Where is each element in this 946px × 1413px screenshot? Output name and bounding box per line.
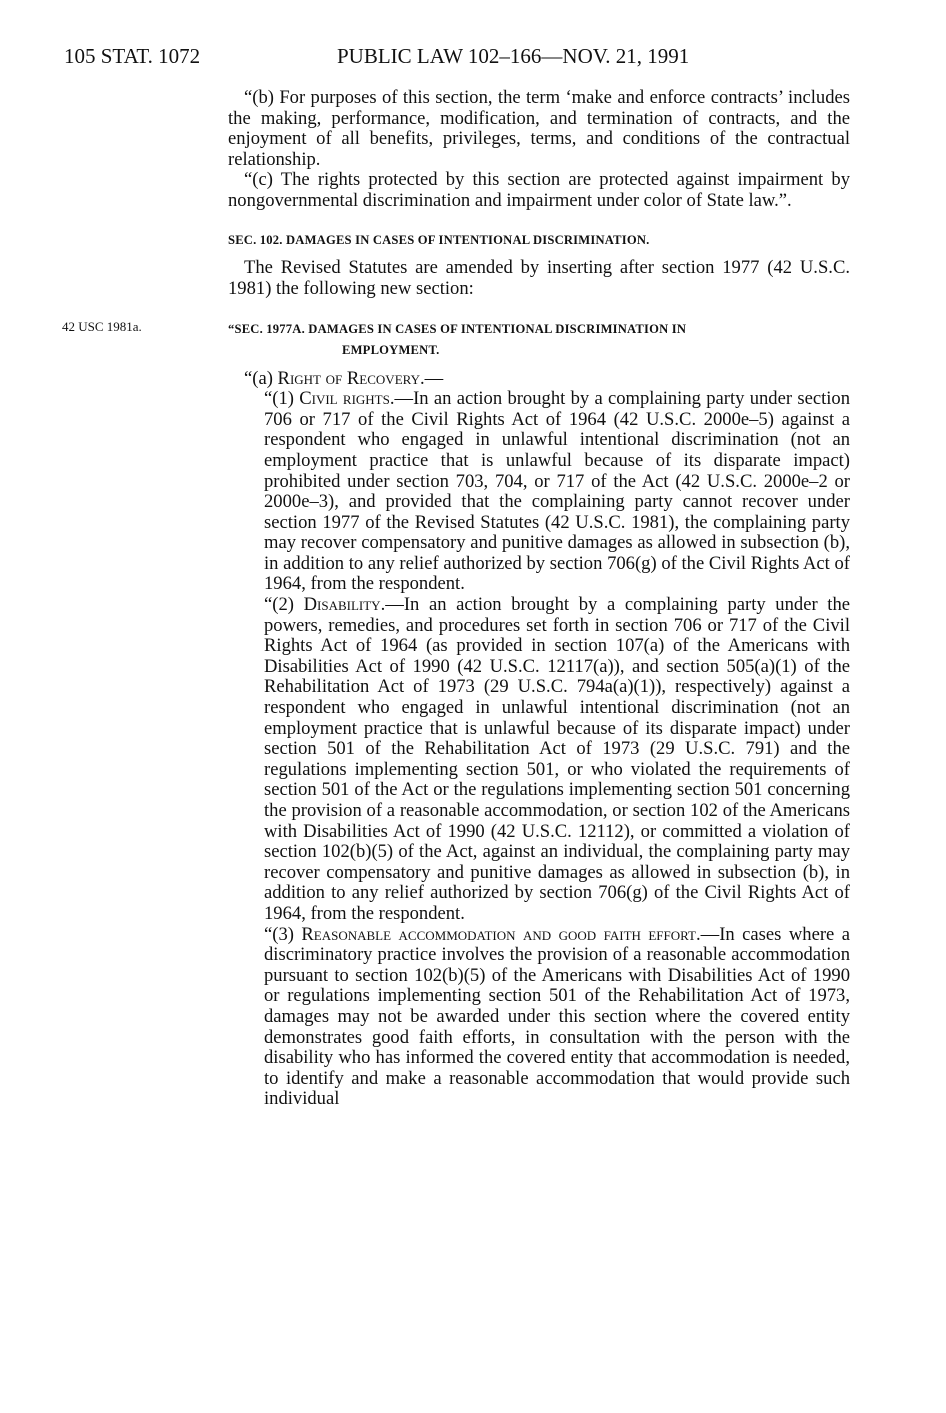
paragraph-c: “(c) The rights protected by this section are protected against impairment by nongovernmental discrimination and impairment under color of State law.”. — [228, 169, 850, 211]
paragraph-1-text: —In an action brought by a complaining party under section 706 or 717 of the Civil Rights Act of 1964 (42 U.S.C. 2000e–5) against a respondent who engaged in unlawful intentional discrimination (not an employment practice that is unlawful because of its disparate impact) prohibited under section 703, 704, or 717 of the Act (42 U.S.C. 2000e–2 or 2000e–3), and provided that the complaining party cannot recover under section 1977 of the Revised Statutes (42 U.S.C. 1981), the complaining party may recover compensatory and punitive damages as allowed in subsection (b), in addition to any relief authorized by section 706(g) of the Civil Rights Act of 1964, from the respondent. — [264, 388, 851, 595]
section-102-heading: SEC. 102. DAMAGES IN CASES OF INTENTIONAL DISCRIMINATION. — [228, 232, 650, 247]
paragraph-2-prefix: “(2) — [264, 594, 294, 616]
subsection-a-title: Right of Recovery.— — [277, 367, 444, 389]
public-law-reference: PUBLIC LAW 102–166—NOV. 21, 1991 — [337, 44, 690, 68]
section-1977a-heading — [228, 319, 850, 360]
paragraph-2-text: —In an action brought by a complaining party under the powers, remedies, and procedures set forth in section 706 or 717 of the Civil Rights Act of 1964 (as provided in section 107(a) of the Americans with Disabilities Act of 1990 (42 U.S.C. 12117(a)), and section 505(a)(1) of the Rehabilitation Act of 1973 (29 U.S.C. 794a(a)(1)), respectively) against a respondent who engaged in unlawful intentional discrimination (not an employment practice that is unlawful because of its disparate impact) under section 501 of the Rehabilitation Act of 1973 (29 U.S.C. 791) and the regulations implementing section 501, or who violated the requirements of section 501 of the Act or the regulations implementing section 501 concerning the provision of a reasonable accommodation, or section 102 of the Americans with Disabilities Act of 1990 (42 U.S.C. 12112), or committed a violation of section 102(b)(5) of the Act, against an individual, the complaining party may recover compensatory and punitive damages as allowed in subsection (b), in addition to any relief authorized by section 706(g) of the Civil Rights Act of 1964, from the respondent. — [264, 594, 850, 924]
paragraph-b: “(b) For purposes of this section, the term ‘make and enforce contracts’ includes the making, performance, modification, and termination of contracts, and the enjoyment of all benefits, privileges, terms, and conditions of the contractual relationship. — [228, 87, 850, 170]
paragraph-3 — [264, 925, 850, 1110]
paragraph-1 — [264, 389, 850, 595]
paragraph-3-title: Reasonable accommodation and good faith effort. — [301, 923, 701, 945]
paragraph-2-block — [264, 595, 850, 925]
page-reference: 105 STAT. 1072 — [64, 44, 201, 68]
paragraph-3-prefix: “(3) — [264, 923, 294, 945]
paragraph-1-title: Civil rights. — [299, 388, 395, 410]
section-102-text: The Revised Statutes are amended by inserting after section 1977 (42 U.S.C. 1981) the following new section: — [228, 257, 850, 299]
margin-citation-note: 42 USC 1981a. — [62, 319, 142, 334]
paragraph-2 — [264, 595, 850, 925]
paragraph-3-block — [264, 925, 850, 1110]
paragraph-2-title: Disability. — [303, 594, 386, 616]
subsection-a-heading — [228, 369, 850, 390]
section-1977a-heading-line1: “SEC. 1977A. DAMAGES IN CASES OF INTENTIONAL DISCRIMINATION IN — [228, 322, 687, 337]
paragraph-1-prefix: “(1) — [264, 388, 294, 410]
section-1977a-heading-line2: EMPLOYMENT. — [342, 342, 440, 357]
statute-body — [228, 88, 850, 1110]
paragraph-1-block — [264, 389, 850, 595]
page-header — [64, 44, 884, 74]
subsection-a-prefix: “(a) — [244, 367, 273, 389]
paragraph-3-text: —In cases where a discriminatory practice involves the provision of a reasonable accommodation pursuant to section 102(b)(5) of the Americans with Disabilities Act of 1990 or regulations implementing section 501 of the Rehabilitation Act of 1973, damages may not be awarded under this section where the covered entity demonstrates good faith efforts, in consultation with the person with the disability who has informed the covered entity that accommodation is needed, to identify and make a reasonable accommodation that would provide such individual — [264, 923, 850, 1110]
